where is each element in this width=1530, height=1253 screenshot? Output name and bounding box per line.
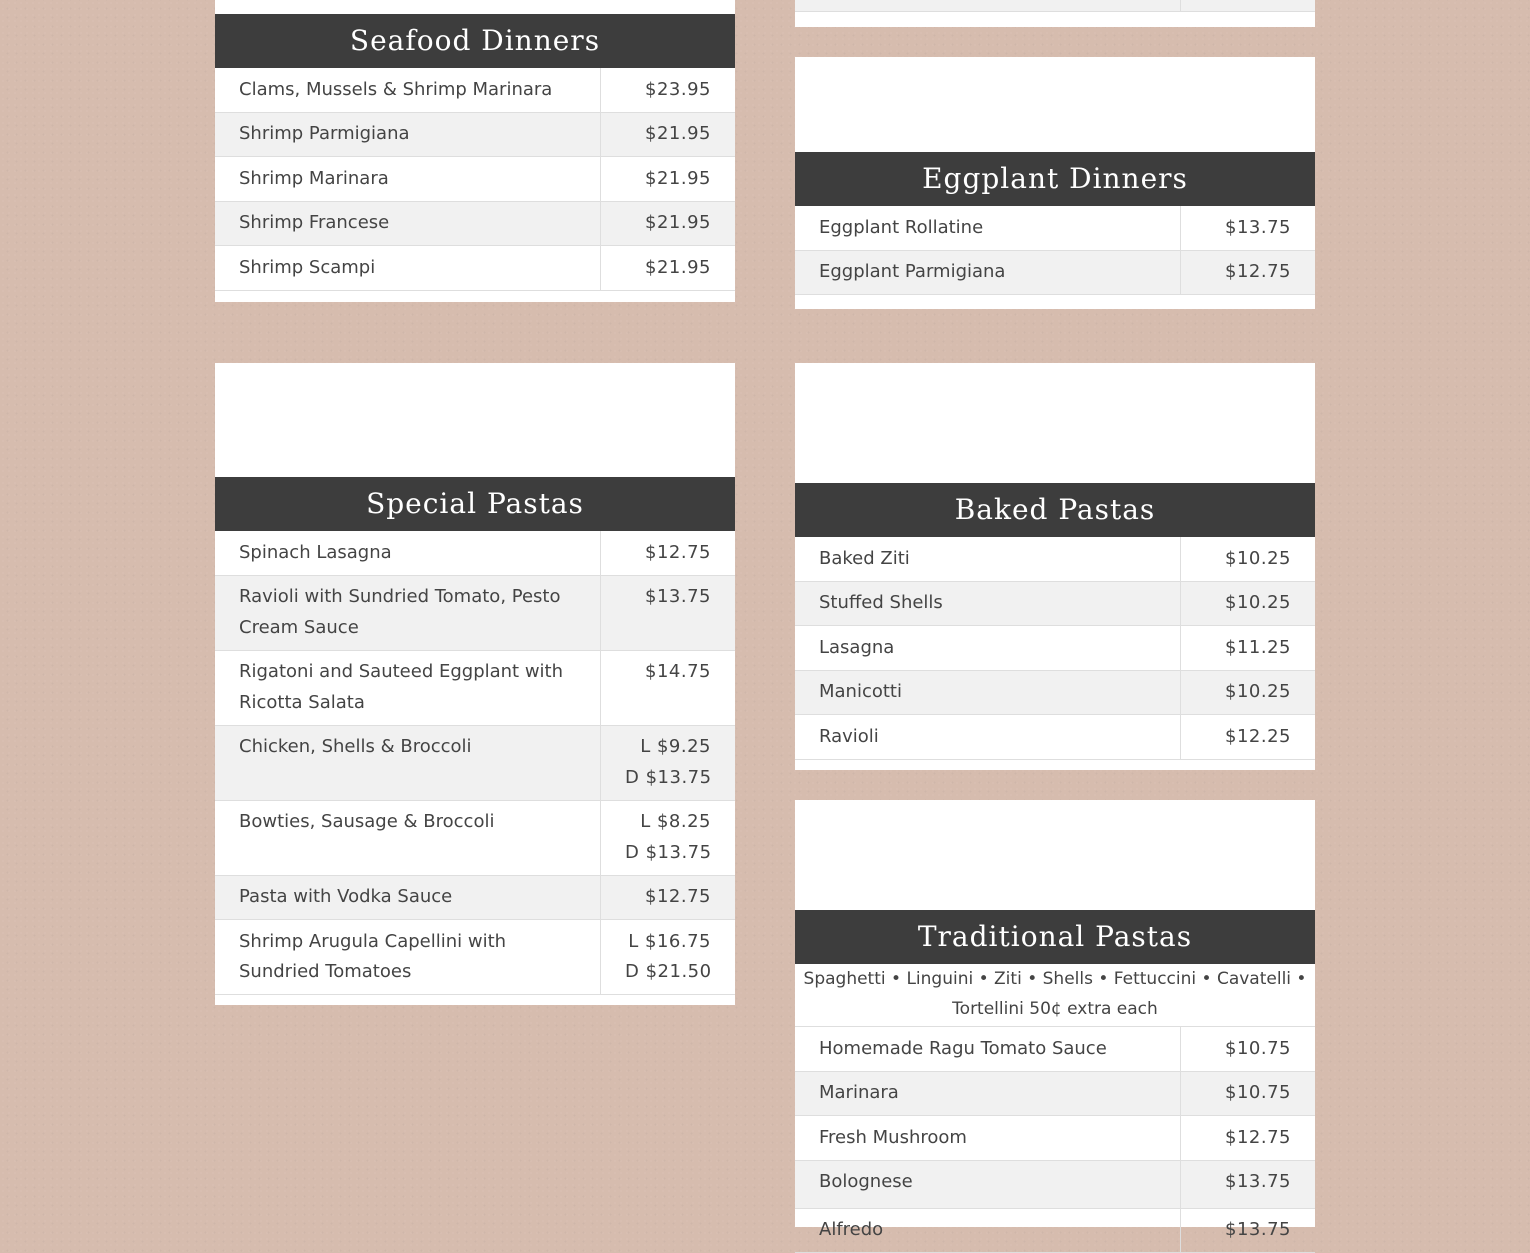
table-row bbox=[215, 800, 735, 875]
dinner-price: D $21.50 bbox=[625, 961, 712, 982]
item-price: $21.95 bbox=[601, 246, 736, 291]
item-price bbox=[601, 920, 736, 995]
special-pastas-table bbox=[215, 531, 735, 995]
table-row bbox=[215, 201, 735, 246]
item-price: $23.95 bbox=[601, 68, 736, 112]
item-name: Bolognese bbox=[795, 1160, 1181, 1208]
item-name: Alfredo bbox=[795, 1208, 1181, 1253]
note-line: Spaghetti • Linguini • Ziti • Shells • Fettuccini • Cavatelli • bbox=[803, 969, 1307, 989]
item-price: $11.25 bbox=[1181, 626, 1316, 671]
item-name bbox=[215, 650, 601, 725]
baked-pastas-card bbox=[795, 363, 1315, 770]
item-name bbox=[795, 0, 1181, 12]
table-row bbox=[215, 920, 735, 995]
item-price: $12.75 bbox=[601, 531, 736, 575]
item-name: Shrimp Francese bbox=[215, 201, 601, 246]
table-row bbox=[795, 537, 1315, 581]
lunch-price: L $9.25 bbox=[640, 736, 711, 757]
item-name: Eggplant Parmigiana bbox=[795, 250, 1181, 295]
table-row bbox=[215, 725, 735, 800]
item-price: $21.95 bbox=[601, 201, 736, 246]
traditional-pastas-card bbox=[795, 800, 1315, 1240]
table-row bbox=[795, 206, 1315, 250]
item-name: Baked Ziti bbox=[795, 537, 1181, 581]
section-title: Eggplant Dinners bbox=[795, 152, 1315, 206]
item-name: Chicken, Shells & Broccoli bbox=[215, 725, 601, 800]
section-title: Traditional Pastas bbox=[795, 910, 1315, 964]
item-name: Shrimp Scampi bbox=[215, 246, 601, 291]
item-price bbox=[601, 725, 736, 800]
item-name: Manicotti bbox=[795, 670, 1181, 715]
item-name-line: Shrimp Arugula Capellini with bbox=[239, 930, 507, 952]
pasta-choices-note bbox=[795, 964, 1315, 1026]
dinner-price: D $13.75 bbox=[625, 841, 712, 863]
table-row bbox=[795, 1208, 1315, 1253]
item-price: $21.95 bbox=[601, 112, 736, 157]
seafood-dinners-table bbox=[215, 68, 735, 291]
item-name: Marinara bbox=[795, 1071, 1181, 1116]
item-name-line: Rigatoni and Sauteed Eggplant with bbox=[239, 661, 564, 682]
item-price: $12.75 bbox=[601, 875, 736, 920]
section-title: Special Pastas bbox=[215, 477, 735, 531]
note-line: Tortellini 50¢ extra each bbox=[952, 999, 1158, 1019]
item-price: $13.75 bbox=[1181, 1208, 1316, 1253]
table-row bbox=[795, 1071, 1315, 1116]
item-price: $10.75 bbox=[1181, 1027, 1316, 1072]
item-name: Shrimp Parmigiana bbox=[215, 112, 601, 157]
table-row bbox=[215, 650, 735, 725]
item-price: $12.75 bbox=[1181, 250, 1316, 295]
item-price: $13.75 bbox=[1181, 206, 1316, 250]
item-name-line: Ricotta Salata bbox=[239, 691, 365, 713]
table-row bbox=[795, 250, 1315, 295]
item-price: $10.75 bbox=[1181, 1071, 1316, 1116]
item-name: Spinach Lasagna bbox=[215, 531, 601, 575]
special-pastas-card bbox=[215, 363, 735, 1005]
table-row bbox=[215, 875, 735, 920]
item-price: $12.75 bbox=[1181, 1116, 1316, 1161]
table-row bbox=[795, 1027, 1315, 1072]
item-price: $12.25 bbox=[1181, 715, 1316, 760]
item-name bbox=[215, 920, 601, 995]
section-title: Baked Pastas bbox=[795, 483, 1315, 537]
item-price: $21.95 bbox=[601, 157, 736, 202]
item-name-line: Sundried Tomatoes bbox=[239, 961, 412, 982]
previous-menu-card bbox=[795, 0, 1315, 27]
item-price: $13.75 bbox=[601, 575, 736, 650]
table-row bbox=[215, 531, 735, 575]
item-name: Stuffed Shells bbox=[795, 581, 1181, 626]
table-row bbox=[795, 626, 1315, 671]
table-row bbox=[215, 157, 735, 202]
table-row bbox=[795, 1160, 1315, 1208]
table-row bbox=[215, 68, 735, 112]
item-name: Ravioli bbox=[795, 715, 1181, 760]
item-name: Eggplant Rollatine bbox=[795, 206, 1181, 250]
item-name-line: Cream Sauce bbox=[239, 616, 359, 638]
item-name: Bowties, Sausage & Broccoli bbox=[215, 800, 601, 875]
section-title: Seafood Dinners bbox=[215, 14, 735, 68]
baked-pastas-table bbox=[795, 537, 1315, 760]
lunch-price: L $16.75 bbox=[628, 930, 711, 952]
item-name: Clams, Mussels & Shrimp Marinara bbox=[215, 68, 601, 112]
item-price: $13.75 bbox=[1181, 1160, 1316, 1208]
item-price: $10.25 bbox=[1181, 670, 1316, 715]
table-row bbox=[215, 246, 735, 291]
seafood-dinners-card bbox=[215, 0, 735, 302]
item-price: $10.25 bbox=[1181, 581, 1316, 626]
eggplant-dinners-table bbox=[795, 206, 1315, 295]
item-price: $10.25 bbox=[1181, 537, 1316, 581]
traditional-pastas-table bbox=[795, 1026, 1315, 1253]
table-row bbox=[215, 112, 735, 157]
item-price bbox=[1181, 0, 1316, 12]
table-row bbox=[795, 0, 1315, 12]
item-name bbox=[215, 575, 601, 650]
item-name: Homemade Ragu Tomato Sauce bbox=[795, 1027, 1181, 1072]
item-price bbox=[601, 800, 736, 875]
table-row bbox=[795, 715, 1315, 760]
dinner-price: D $13.75 bbox=[625, 766, 712, 788]
table-row bbox=[795, 581, 1315, 626]
item-price: $14.75 bbox=[601, 650, 736, 725]
item-name: Fresh Mushroom bbox=[795, 1116, 1181, 1161]
item-name: Lasagna bbox=[795, 626, 1181, 671]
item-name-line: Ravioli with Sundried Tomato, Pesto bbox=[239, 586, 561, 607]
eggplant-dinners-card bbox=[795, 57, 1315, 309]
table-row bbox=[795, 1116, 1315, 1161]
item-name: Pasta with Vodka Sauce bbox=[215, 875, 601, 920]
lunch-price: L $8.25 bbox=[640, 811, 711, 832]
previous-menu-table bbox=[795, 0, 1315, 12]
table-row bbox=[795, 670, 1315, 715]
item-name: Shrimp Marinara bbox=[215, 157, 601, 202]
table-row bbox=[215, 575, 735, 650]
